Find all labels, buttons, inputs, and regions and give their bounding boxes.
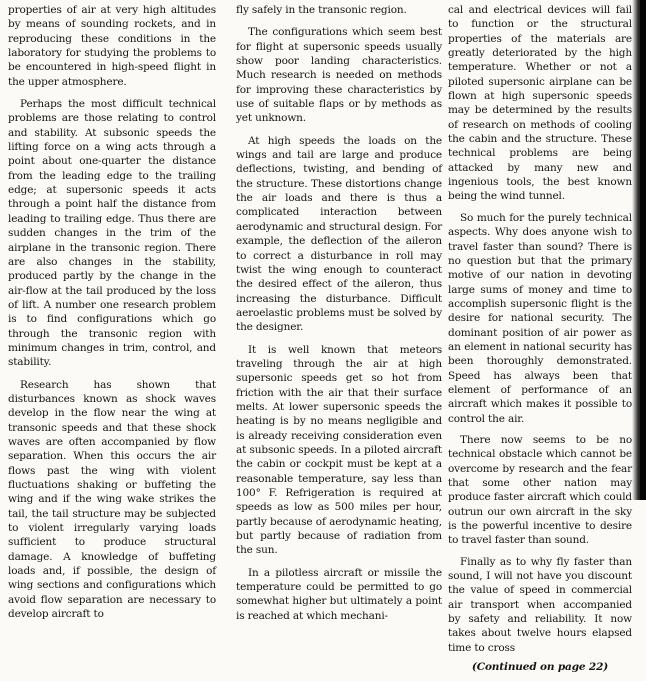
paragraph: cal and electrical devices will fail to function or the structural properties of the materials are greatly deteriorated by the high temperature. Whether or not a piloted supersonic airplane can be flown at high supersonic speeds may be determined by the results of research on methods of cooling the cabin and the structure. These technical problems are being attacked by many new and ingenious tools, the best known being the wind tunnel. bbox=[448, 4, 632, 203]
paragraph: It is well known that meteors traveling through the air at high supersonic speeds get so hot from friction with the air that their surface melts. At lower supersonic speeds the heating is by no means negligible and is already receiving consideration even at subsonic speeds. In a piloted aircraft the cabin or cockpit must be kept at a reasonable temperature, say less than 100° F. Refrigeration is required at speeds as low as 500 miles per hour, partly because of aerodynamic heating, but partly because of radiation from the sun. bbox=[236, 343, 442, 557]
paragraph: Finally as to why fly faster than sound, I will not have you discount the value of speed in commercial air transport when accompanied by safety and reliability. It now takes about twelve hours elapsed time to cross bbox=[448, 555, 632, 654]
paragraph: So much for the purely technical aspects. Why does anyone wish to travel faster than sound? There is no question but that the primary motive of our nation in devoting large sums of money and time to accomplish supersonic flight is the desire for national security. The dominant position of air power as an element in national security has been thoroughly demonstrated. Speed has always been that element of performance of an aircraft which makes it possible to control the air. bbox=[448, 211, 632, 425]
paragraph: fly safely in the transonic region. bbox=[236, 4, 407, 16]
paragraph: Perhaps the most difficult technical problems are those relating to control and stability. At subsonic speeds the lifting force on a wing acts through a point about one-quarter the distance from the leading edge to the trailing edge; at supersonic speeds it acts through a point half the distance from leading to trailing edge. Thus there are sudden changes in the trim of the airplane in the transonic region. There are also changes in the stability, produced partly by the change in the air-flow at the tail produced by the loss of lift. A number one research problem is to find configurations which go through the transonic region with minimum changes in trim, control, and stability. bbox=[8, 98, 216, 369]
paragraph: In a pilotless aircraft or missile the temperature could be permitted to go somewhat higher but ultimately a point is reached at which mechani- bbox=[236, 566, 442, 622]
text-column-2 bbox=[236, 3, 442, 631]
paragraph: At high speeds the loads on the wings and tail are large and produce deflections, twisting, and bending of the structure. These distortions change the air loads and there is thus a complicated interaction between aerodynamic and structural design. For example, the deflection of the aileron to correct a disturbance in roll may twist the wing enough to counteract the desired effect of the aileron, thus increasing the disturbance. Difficult aeroelastic problems must be solved by the designer. bbox=[236, 134, 442, 334]
page-spine bbox=[640, 0, 646, 500]
paragraph: Research has shown that disturbances known as shock waves develop in the flow near the wing at transonic speeds and that these shock waves are often accompanied by flow separation. When this occurs the air flows past the wing with violent fluctuations shaking or buffeting the wing and if the wing wake strikes the tail, the tail structure may be subjected to violent irregularly varying loads sufficient to produce structural damage. A knowledge of buffeting loads and, if possible, the design of wing sections and configurations which avoid flow separation are necessary to develop aircraft to bbox=[8, 378, 216, 621]
paragraph: The configurations which seem best for flight at supersonic speeds usually show poor landing characteristics. Much research is needed on methods for improving these characteristics by use of suitable flaps or by methods as yet unknown. bbox=[236, 26, 442, 125]
continued-note: (Continued on page 22) bbox=[471, 661, 609, 674]
paragraph: properties of air at very high altitudes by means of sounding rockets, and in reproducing these conditions in the laboratory for studying the problems to be encountered in high-speed flight in the upper atmosphere. bbox=[8, 4, 216, 88]
text-column-3 bbox=[448, 3, 632, 681]
paragraph: There now seems to be no technical obstacle which cannot be overcome by research and the fear that some other nation may produce faster aircraft which could outrun our own aircraft in the sky is the powerful incentive to desire to travel faster than sound. bbox=[448, 433, 632, 547]
text-column-1 bbox=[8, 3, 216, 629]
